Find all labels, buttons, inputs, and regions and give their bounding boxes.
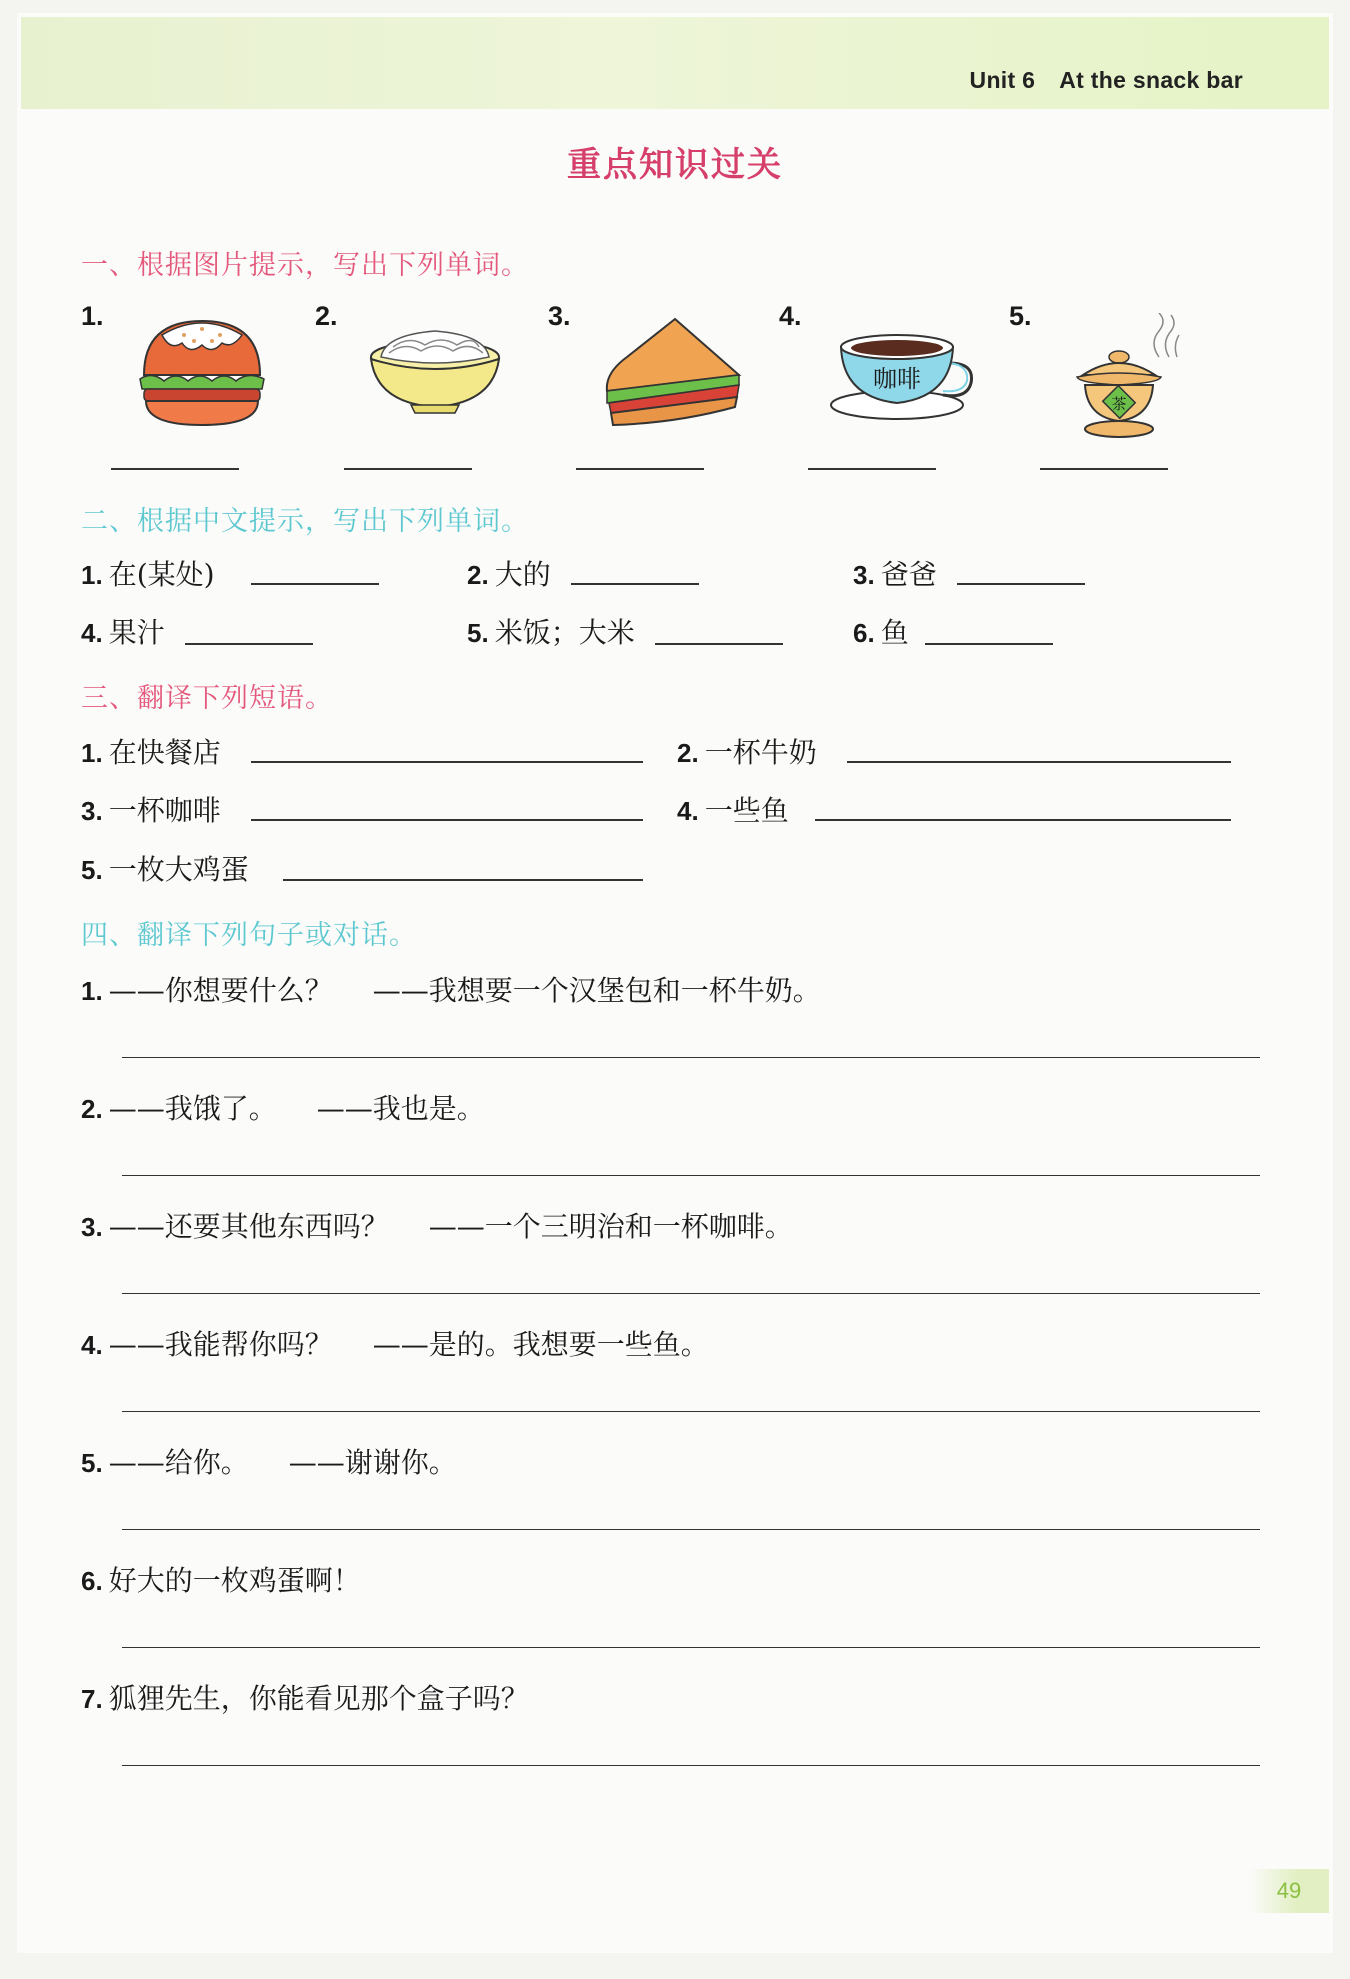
coffee-cup-icon — [827, 313, 977, 423]
s2-line-4[interactable] — [185, 643, 313, 645]
s3-item-2: 2. 一杯牛奶 — [677, 736, 817, 769]
s3-line-1[interactable] — [251, 761, 643, 763]
s3-line-2[interactable] — [847, 761, 1231, 763]
s4-item-5: 5. ——给你。 ——谢谢你。 — [81, 1446, 457, 1479]
s3-item-3: 3. 一杯咖啡 — [81, 794, 221, 827]
s2-line-6[interactable] — [925, 643, 1053, 645]
s4-item-3: 3. ——还要其他东西吗？ ——一个三明治和一杯咖啡。 — [81, 1210, 793, 1243]
answer-line-pic-5[interactable] — [1040, 468, 1168, 470]
worksheet-page — [17, 13, 1333, 1953]
s3-item-1: 1. 在快餐店 — [81, 736, 221, 769]
hamburger-icon — [132, 313, 272, 433]
s4-line-5[interactable] — [122, 1529, 1260, 1530]
s2-line-3[interactable] — [957, 583, 1085, 585]
s4-item-4: 4. ——我能帮你吗？ ——是的。我想要一些鱼。 — [81, 1328, 709, 1361]
s4-line-1[interactable] — [122, 1057, 1260, 1058]
coffee-cup-label: 咖啡 — [873, 365, 921, 393]
pic-num-1: 1. — [81, 301, 104, 331]
answer-line-pic-2[interactable] — [344, 468, 472, 470]
section1-heading: 一、根据图片提示，写出下列单词。 — [81, 250, 529, 281]
page-title: 重点知识过关 — [567, 145, 783, 185]
s4-line-6[interactable] — [122, 1647, 1260, 1648]
s4-item-7: 7. 狐狸先生，你能看见那个盒子吗？ — [81, 1682, 529, 1715]
sandwich-icon — [597, 313, 747, 433]
s4-line-7[interactable] — [122, 1765, 1260, 1766]
pic-num-2: 2. — [315, 301, 338, 331]
s4-item-2: 2. ——我饿了。 ——我也是。 — [81, 1092, 485, 1125]
s2-line-5[interactable] — [655, 643, 783, 645]
s2-line-1[interactable] — [251, 583, 379, 585]
s4-line-4[interactable] — [122, 1411, 1260, 1412]
section2-heading: 二、根据中文提示，写出下列单词。 — [81, 506, 529, 537]
section4-heading: 四、翻译下列句子或对话。 — [81, 920, 417, 951]
s2-item-1: 1. 在(某处) — [81, 558, 215, 591]
answer-line-pic-3[interactable] — [576, 468, 704, 470]
tea-cup-icon — [1073, 313, 1193, 443]
page-number: 49 — [1249, 1869, 1329, 1913]
s2-item-4: 4. 果汁 — [81, 616, 165, 649]
header-band — [21, 17, 1329, 109]
section3-heading: 三、翻译下列短语。 — [81, 683, 333, 714]
pic-num-3: 3. — [548, 301, 571, 331]
s3-item-5: 5. 一枚大鸡蛋 — [81, 853, 249, 886]
answer-line-pic-1[interactable] — [111, 468, 239, 470]
s2-item-5: 5. 米饭；大米 — [467, 616, 635, 649]
s2-item-2: 2. 大的 — [467, 558, 551, 591]
pic-num-5: 5. — [1009, 301, 1032, 331]
s2-item-6: 6. 鱼 — [853, 616, 909, 649]
answer-line-pic-4[interactable] — [808, 468, 936, 470]
s3-line-3[interactable] — [251, 819, 643, 821]
s4-item-6: 6. 好大的一枚鸡蛋啊！ — [81, 1564, 361, 1597]
s3-line-4[interactable] — [815, 819, 1231, 821]
s3-line-5[interactable] — [283, 879, 643, 881]
s4-line-3[interactable] — [122, 1293, 1260, 1294]
tea-cup-label: 茶 — [1111, 395, 1127, 413]
noodles-bowl-icon — [365, 313, 505, 423]
s4-item-1: 1. ——你想要什么？ ——我想要一个汉堡包和一杯牛奶。 — [81, 974, 821, 1007]
s2-line-2[interactable] — [571, 583, 699, 585]
s3-item-4: 4. 一些鱼 — [677, 794, 789, 827]
unit-number: Unit 6 — [969, 67, 1036, 93]
unit-header — [970, 67, 1243, 94]
s2-item-3: 3. 爸爸 — [853, 558, 937, 591]
unit-title: At the snack bar — [1059, 67, 1243, 93]
s4-line-2[interactable] — [122, 1175, 1260, 1176]
pic-num-4: 4. — [779, 301, 802, 331]
